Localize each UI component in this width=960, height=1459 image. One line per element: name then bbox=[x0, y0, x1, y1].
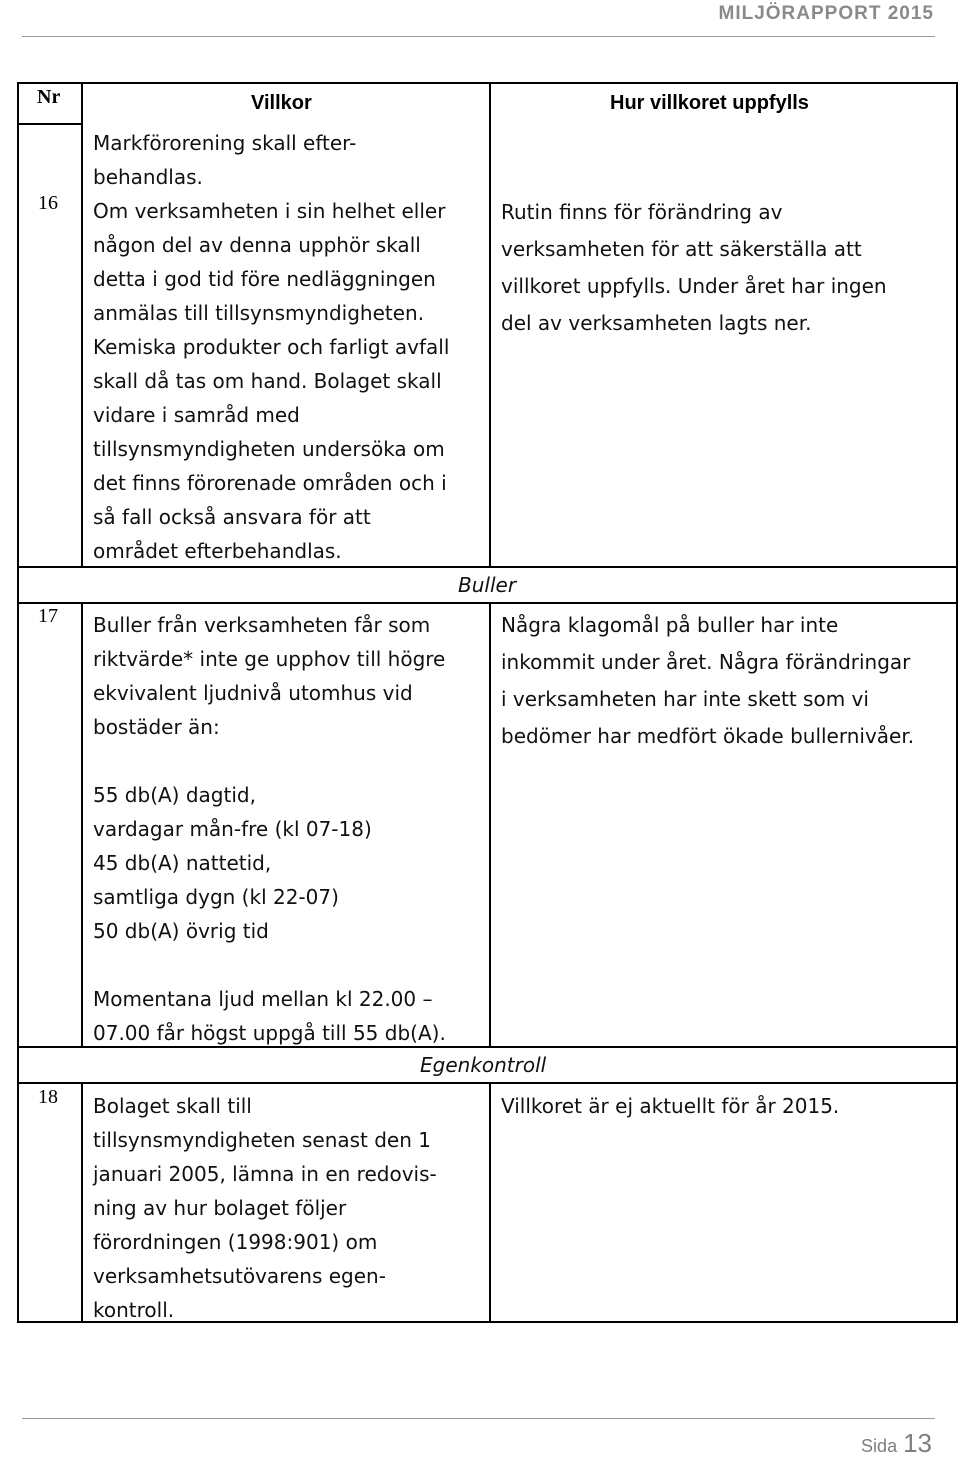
villkor-line: Kemiska produkter och farligt avfall bbox=[93, 335, 450, 359]
header-divider bbox=[22, 36, 935, 37]
nr-col-line-2 bbox=[81, 602, 83, 1048]
villkor-line: riktvärde* inte ge upphov till högre bbox=[93, 647, 446, 671]
section-heading-buller: Buller bbox=[458, 573, 517, 597]
villkor-line: 07.00 får högst uppgå till 55 db(A). bbox=[93, 1021, 446, 1045]
row-number-18: 18 bbox=[38, 1086, 58, 1108]
column-header-nr: Nr bbox=[37, 86, 61, 108]
nr-col-line-3 bbox=[81, 1082, 83, 1323]
page-number-value: 13 bbox=[903, 1428, 932, 1458]
page-number bbox=[861, 1428, 932, 1459]
villkor-line: ekvivalent ljudnivå utomhus vid bbox=[93, 681, 413, 705]
nr-col-line-1 bbox=[81, 82, 83, 568]
villkor-line: 50 db(A) övrig tid bbox=[93, 919, 269, 943]
villkor-line: samtliga dygn (kl 22-07) bbox=[93, 885, 339, 909]
villkor-line: tillsynsmyndigheten undersöka om bbox=[93, 437, 445, 461]
row-number-17: 17 bbox=[38, 605, 58, 627]
villkor-line: det finns förorenade områden och i bbox=[93, 471, 447, 495]
table-border-right bbox=[956, 82, 958, 1323]
villkor-line: januari 2005, lämna in en redovis- bbox=[93, 1162, 437, 1186]
villkor-line: detta i god tid före nedläggningen bbox=[93, 267, 436, 291]
section-heading-egenkontroll: Egenkontroll bbox=[420, 1053, 547, 1077]
villkor-line: skall då tas om hand. Bolaget skall bbox=[93, 369, 442, 393]
column-header-hur: Hur villkoret uppfylls bbox=[610, 92, 809, 114]
villkor-line: tillsynsmyndigheten senast den 1 bbox=[93, 1128, 431, 1152]
hur-line: Några klagomål på buller har inte bbox=[501, 613, 839, 637]
villkor-line: förordningen (1998:901) om bbox=[93, 1230, 378, 1254]
villkor-line: anmälas till tillsynsmyndigheten. bbox=[93, 301, 425, 325]
footer-divider bbox=[22, 1418, 935, 1419]
mid-col-line-3 bbox=[489, 1082, 491, 1323]
report-title: MILJÖRAPPORT 2015 bbox=[718, 3, 934, 24]
villkor-line: verksamhetsutövarens egen- bbox=[93, 1264, 386, 1288]
hur-line: Rutin finns för förändring av bbox=[501, 200, 783, 224]
villkor-line: vidare i samråd med bbox=[93, 403, 300, 427]
column-header-villkor: Villkor bbox=[251, 92, 312, 114]
villkor-line: Markförorening skall efter- bbox=[93, 131, 357, 155]
villkor-line: någon del av denna upphör skall bbox=[93, 233, 421, 257]
villkor-line: 45 db(A) nattetid, bbox=[93, 851, 272, 875]
hur-line: i verksamheten har inte skett som vi bbox=[501, 687, 869, 711]
villkor-line: vardagar mån-fre (kl 07-18) bbox=[93, 817, 372, 841]
hur-line: inkommit under året. Några förändringar bbox=[501, 650, 911, 674]
nr-header-divider bbox=[17, 123, 83, 125]
villkor-line: bostäder än: bbox=[93, 715, 220, 739]
villkor-line: ning av hur bolaget följer bbox=[93, 1196, 347, 1220]
villkor-line: Momentana ljud mellan kl 22.00 – bbox=[93, 987, 433, 1011]
table-border-top bbox=[17, 82, 958, 84]
villkor-line: så fall också ansvara för att bbox=[93, 505, 371, 529]
page-label: Sida bbox=[861, 1436, 898, 1456]
section-divider-egenkontroll bbox=[17, 1082, 958, 1084]
villkor-line: Bolaget skall till bbox=[93, 1094, 252, 1118]
mid-col-line-1 bbox=[489, 82, 491, 568]
hur-line: bedömer har medfört ökade bullernivåer. bbox=[501, 724, 915, 748]
villkor-line: behandlas. bbox=[93, 165, 203, 189]
row-number-16: 16 bbox=[38, 192, 58, 214]
hur-line: verksamheten för att säkerställa att bbox=[501, 237, 862, 261]
mid-col-line-2 bbox=[489, 602, 491, 1048]
villkor-line: kontroll. bbox=[93, 1298, 175, 1322]
villkor-line: området efterbehandlas. bbox=[93, 539, 342, 563]
hur-line: villkoret uppfylls. Under året har ingen bbox=[501, 274, 887, 298]
section-divider-buller bbox=[17, 602, 958, 604]
hur-line: Villkoret är ej aktuellt för år 2015. bbox=[501, 1094, 840, 1118]
villkor-line: Buller från verksamheten får som bbox=[93, 613, 431, 637]
villkor-line: 55 db(A) dagtid, bbox=[93, 783, 256, 807]
hur-line: del av verksamheten lagts ner. bbox=[501, 311, 812, 335]
villkor-line: Om verksamheten i sin helhet eller bbox=[93, 199, 446, 223]
table-border-left bbox=[17, 82, 19, 1323]
